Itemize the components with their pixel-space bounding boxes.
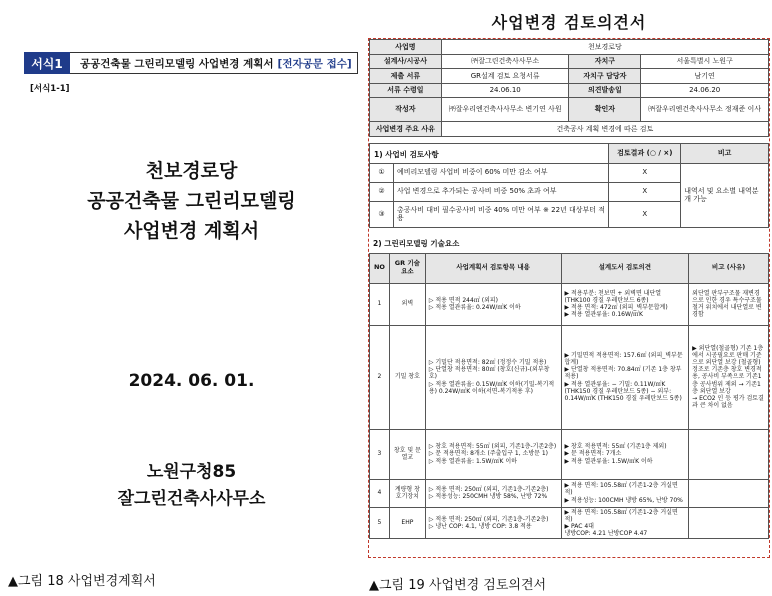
table-row — [370, 507, 769, 539]
row-result: X — [609, 182, 681, 201]
gr-col-item: GR 기술 요소 — [389, 253, 425, 283]
info-label: 확인자 — [569, 98, 641, 122]
review-title: 사업변경 검토의견서 — [491, 13, 647, 32]
review-line: ▶ 적용 열관류율: − 기밀: 0.11W/㎡K (THK150 경질 우레탄보드 5종) − 외부: 0.14W/㎡K (THK150 경질 우레탄보드 5종) — [564, 380, 682, 402]
plan-line: ▷ 적용 면적: 250㎡ (외피, 기존1층-기존2층) — [428, 515, 549, 523]
review-line: ▶ 적용 열관류율: 1.5W/㎡K 이하 — [564, 457, 653, 465]
row-plan — [425, 429, 561, 479]
review-line: ▶ 적용 열관류율: 0.16W/㎡K — [564, 311, 643, 319]
info-value: GR설계 검토 요청서류 — [441, 69, 569, 84]
figure-caption-left: ▲그림 18 사업변경계획서 — [8, 574, 156, 589]
remark-line: ▶ 외단열(철골형) 기존 1층에서 시공필요로 판매 기준으로 외단열 보강 (철골형) 정조로 기존층 창호 변경적용, 공사비 부족으로 기존1층 공사범위 제외 → 기존1층 외단열 보강 — [692, 344, 764, 395]
row-no: ② — [370, 182, 394, 201]
form-badge: 서식1 — [24, 52, 70, 74]
row-remark — [689, 429, 769, 479]
review-line: ▶ 적용 면적: 105.58㎡ (기존1-2층 거실면적) — [564, 482, 678, 497]
row-remark — [689, 283, 769, 325]
plan-document — [24, 44, 359, 544]
row-item: 계량형 창호기장치 — [389, 479, 425, 507]
row-remark — [689, 507, 769, 539]
info-value: 천보경로당 — [441, 40, 768, 55]
row-no: ① — [370, 163, 394, 182]
plan-header-title — [70, 52, 358, 74]
row-item: 외벽 — [389, 283, 425, 325]
table-row — [370, 479, 769, 507]
info-label: 자치구 — [569, 54, 641, 69]
row-plan — [425, 283, 561, 325]
info-label: 작성자 — [370, 98, 442, 122]
review-line: ▶ 단열창 적용면적: 70.84㎡ (기존 1층 창부 적용) — [564, 366, 682, 381]
plan-line: ▷ 기밀단 적용면적: 82㎡ (정정수 기밀 적용) — [428, 359, 547, 367]
row-no: ③ — [370, 201, 394, 227]
gr-header-row — [370, 253, 769, 283]
row-text: 총공사비 대비 필수공사비 비중 40% 미만 여부 ※ 22년 대상부터 적용 — [393, 201, 608, 227]
info-row — [370, 98, 769, 122]
review-document — [368, 38, 770, 558]
plan-line: ▷ 냉난 COP: 4.1, 냉방 COP: 3.8 적용 — [428, 522, 532, 530]
info-value: ㈜잘우리엔건축사사무소 정재준 이사 — [641, 98, 769, 122]
figure-caption-right: ▲그림 19 사업변경 검토의견서 — [369, 578, 547, 593]
row-plan — [425, 325, 561, 429]
plan-line: ▷ 적용 열관류율: 0.24W/㎡K 이하 — [428, 304, 521, 311]
info-label: 설계사/시공사 — [370, 54, 442, 69]
section1-heading: 1) 사업비 검토사항 — [370, 143, 609, 163]
plan-date: 2024. 06. 01. — [128, 371, 255, 391]
info-label: 제출 서류 — [370, 69, 442, 84]
row-text: 사업 변경으로 추가되는 공사비 비중 50% 초과 여부 — [393, 182, 608, 201]
gr-element-table — [369, 253, 769, 540]
plan-line: ▷ 단열창 적용면적: 80㎡ (창호(신규)-(외부창호) — [428, 366, 550, 381]
row-no: 2 — [370, 325, 390, 429]
info-row — [370, 122, 769, 137]
cost-review-header — [370, 143, 769, 163]
plan-org-line-1: 노원구청85 — [146, 462, 237, 482]
row-plan — [425, 479, 561, 507]
row-review — [561, 325, 689, 429]
gr-col-plan: 사업계획서 검토항목 내용 — [425, 253, 561, 283]
info-value: ㈜잘우리엔건축사사무소 변기연 사원 — [441, 98, 569, 122]
row-no: 4 — [370, 479, 390, 507]
info-value: 서울특별시 노원구 — [641, 54, 769, 69]
info-row — [370, 69, 769, 84]
info-value: 24.06.10 — [441, 83, 569, 98]
review-line: ▶ 창호 적용면적: 55㎡ (기존1층 제외) — [564, 443, 667, 451]
review-line: ▶ 기밀면적 적용면적: 157.6㎡ (외피_벽부문합계) — [564, 351, 683, 367]
form-sub-label: [서식1-1] — [30, 84, 70, 94]
info-value: 24.06.20 — [641, 83, 769, 98]
review-line: ▶ PAC 4대 — [564, 522, 594, 530]
row-text: 예비리모델링 사업비 비중이 60% 미만 감소 여부 — [393, 163, 608, 182]
row-remark — [689, 325, 769, 429]
review-line: ▶ 적용성능: 100CMH 냉방 65%, 난방 70% — [564, 496, 683, 504]
info-label: 의견발송일 — [569, 83, 641, 98]
gr-table-body — [370, 283, 769, 539]
plan-title-line-3: 사업변경 계획서 — [123, 220, 260, 242]
plan-header — [24, 52, 358, 74]
table-row — [370, 163, 769, 182]
row-result: X — [609, 163, 681, 182]
row-review — [561, 507, 689, 539]
review-line: ▶ 적용부분: 천보면 + 외벽면 내단열 (THK100 경질 우레탄보드 6종) — [564, 289, 662, 304]
row-review — [561, 479, 689, 507]
plan-line: ▷ 적용 면적 244㎡ (외피) — [428, 296, 498, 304]
section2-heading: 2) 그린리모델링 기술요소 — [373, 238, 460, 248]
plan-line: ▷ 창호 적용면적: 55㎡ (외피, 기존1층-기존2층) — [428, 443, 557, 451]
info-value: 건축공사 계획 변경에 따른 검토 — [441, 122, 768, 137]
cost-review-table — [369, 143, 769, 228]
plan-line: ▷ 적용 면적: 250㎡ (외피, 기존1층-기존2층) — [428, 485, 549, 493]
info-row — [370, 54, 769, 69]
review-line: ▶ 적용 면적: 105.58㎡ (기존1-2층 거실면적) — [564, 508, 678, 523]
cost-remark: 내역서 및 요소별 내역분개 가능 — [681, 163, 769, 227]
plan-line: ▷ 문 적용면적: 8개소 (주출입구 1, 소방문 1) — [428, 450, 549, 458]
row-plan — [425, 507, 561, 539]
gr-col-no: NO — [370, 253, 390, 283]
row-result: X — [609, 201, 681, 227]
plan-header-text: 공공건축물 그린리모델링 사업변경 계획서 — [80, 57, 274, 70]
plan-line: ▷ 적용 열관류율: 1.5W/㎡K 이하 — [428, 457, 517, 465]
gr-col-review: 설계도서 검토의견 — [561, 253, 689, 283]
info-label: 사업변경 주요 사유 — [370, 122, 442, 137]
plan-org-line-2: 잘그린건축사사무소 — [117, 489, 266, 509]
gr-col-remark: 비고 (사유) — [689, 253, 769, 283]
col-result: 검토결과 (○ / ×) — [609, 143, 681, 163]
info-value: 남기연 — [641, 69, 769, 84]
row-review — [561, 429, 689, 479]
info-row — [370, 83, 769, 98]
plan-title-line-1: 천보경로당 — [145, 160, 238, 182]
plan-line: ▷ 적용 열관류율: 0.15W/㎡K 이하(기밀-복기적용) 0.24W/㎡K 이하(서면-복기적용 후) — [428, 380, 555, 395]
row-no: 3 — [370, 429, 390, 479]
plan-header-note: [전자공문 접수] — [277, 57, 352, 70]
row-item: EHP — [389, 507, 425, 539]
table-row — [370, 325, 769, 429]
info-label: 사업명 — [370, 40, 442, 55]
remark-line: 외단열 판부구조물 재변경으로 인한 경우 특수구조물 철거 위치에서 내단열로 변경함 — [692, 289, 762, 319]
review-info-table — [369, 39, 769, 137]
row-no: 1 — [370, 283, 390, 325]
row-remark — [689, 479, 769, 507]
remark-line: → ECO2 인 등 평가 검토결과 큰 차이 없음 — [692, 394, 764, 410]
row-no: 5 — [370, 507, 390, 539]
info-label: 서류 수령일 — [370, 83, 442, 98]
review-line: ▶ 문 적용면적: 7개소 — [564, 450, 622, 458]
info-label: 자치구 담당자 — [569, 69, 641, 84]
row-item: 기밀 창호 — [389, 325, 425, 429]
table-row — [370, 283, 769, 325]
info-row — [370, 40, 769, 55]
review-line: ▶ 적용 면적: 472㎡ (외피_벽부문합계) — [564, 304, 668, 311]
plan-line: ▷ 적용성능: 250CMH 냉방 58%, 난방 72% — [428, 493, 548, 500]
info-value: ㈜잘그린건축사사무소 — [441, 54, 569, 69]
table-row — [370, 429, 769, 479]
plan-title-line-2: 공공건축물 그린리모델링 — [87, 190, 296, 212]
row-item: 창호 및 문열교 — [389, 429, 425, 479]
review-line: 냉방COP: 4.21 난방COP 4.47 — [564, 530, 648, 538]
col-remark: 비고 — [681, 143, 769, 163]
row-review — [561, 283, 689, 325]
